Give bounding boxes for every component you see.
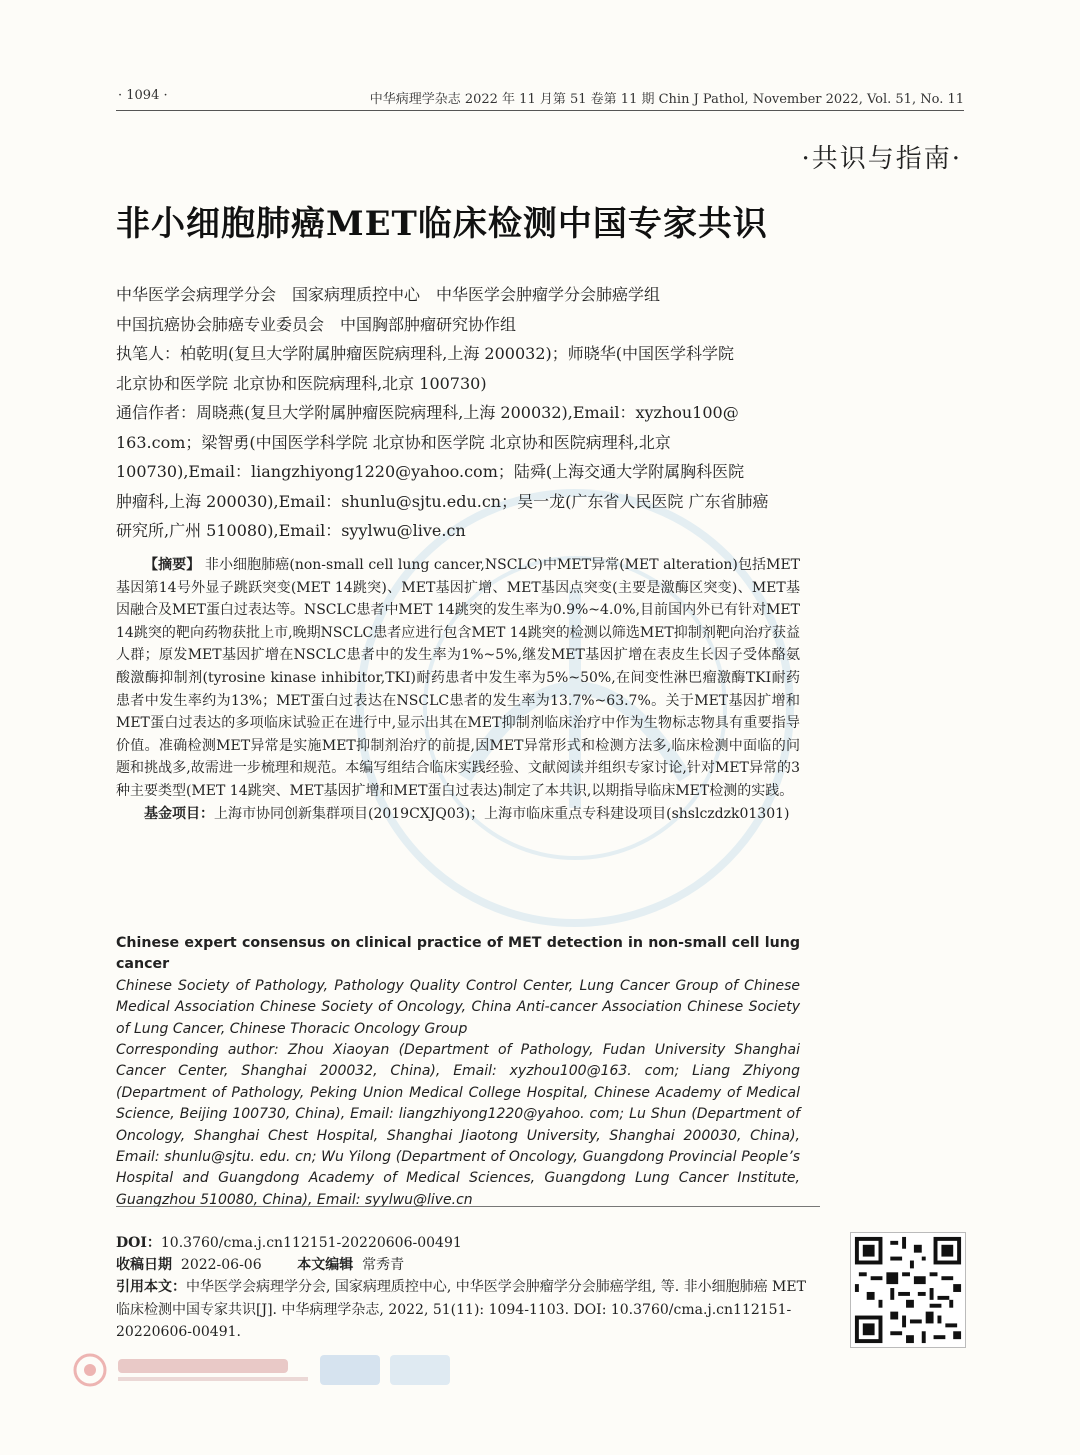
abstract-text: 非小细胞肺癌(non-small cell lung cancer,NSCLC)中MET异常(MET alteration)包括MET基因第14号外显子跳跃突变(MET 14跳突)、MET基因扩增、MET基因点突变(主要是激酶区突变)、MET基因融合及MET蛋白过表达等。NSCLC患者中MET 14跳突的发生率为0.9%~4.0%,目前国内外已有针对MET 14跳突的靶向药物获批上市,晚期NSCLC患者应进行包含MET 14跳突的检测以筛选MET抑制剂靶向治疗获益人群；原发MET基因扩增在NSCLC患者中的发生率为1%~5%,继发MET基因扩增在表皮生长因子受体酪氨酸激酶抑制剂(tyrosine kinase inhibitor,TKI)耐药患者中发生率为5%~50%,在间变性淋巴瘤激酶TKI耐药患者中发生率约为13%；MET蛋白过表达在NSCLC患者的发生率为13.7%~63.7%。关于MET基因扩增和MET蛋白过表达的多项临床试验正在进行中,显示出其在MET抑制剂临床治疗中作为生物标志物具有重要指导价值。准确检测MET异常是实施MET抑制剂治疗的前提,因MET异常形式和检测方法多,临床检测中面临的问题和挑战多,故需进一步梳理和规范。本编写组结合临床实践经验、文献阅读并组织专家讨论,针对MET异常的3种主要类型(MET 14跳突、MET基因扩增和MET蛋白过表达)制定了本共识,以期指导临床MET检测的实践。	[116, 557, 801, 799]
editor-label: 本文编辑	[297, 1257, 354, 1274]
article-footer	[116, 1232, 820, 1343]
editor-name: 常秀青	[362, 1257, 405, 1274]
english-groups: Chinese Society of Pathology, Pathology Quality Control Center, Lung Cancer Group of Chinese Medical Association Chinese Society of Oncology, China Anti-cancer Association Chinese Society of Lung Cancer, Chinese Thoracic Oncology Group	[116, 977, 800, 1037]
abstract-label: 【摘要】	[144, 557, 201, 573]
english-title: Chinese expert consensus on clinical practice of MET detection in non-small cell lung cancer	[116, 935, 800, 973]
footer-divider	[116, 1206, 820, 1207]
received-date: 2022-06-06	[180, 1257, 262, 1274]
author-line: 执笔人：柏乾明(复旦大学附属肿瘤医院病理科,上海 200032)；师晓华(中国医学科学院	[116, 344, 734, 363]
english-abstract	[116, 933, 800, 1211]
fund-text: 上海市协同创新集群项目(2019CXJQ03)；上海市临床重点专科建设项目(shslczdzk01301)	[214, 805, 790, 822]
doi-value[interactable]: 10.3760/cma.j.cn112151-20220606-00491	[160, 1235, 462, 1251]
english-corresponding: Corresponding author: Zhou Xiaoyan (Department of Pathology, Fudan University Shanghai Cancer Center, Shanghai 200032, China), Email: xyzhou100@163. com; Liang Zhiyong (Department of Pathology, Peking Union Medical College Hospital, Chinese Academy of Medical Science, Beijing 100730, China), Email: liangzhiyong1220@yahoo. com; Lu Shun (Department of Oncology, Shanghai Chest Hospital, Shanghai Jiaotong University, Shanghai 200030, China), Email: shunlu@sjtu. edu. cn; Wu Yilong (Department of Oncology, Guangdong Provincial People’s Hospital and Guangdong Academy of Medical Sciences, Guangdong Lung Cancer Institute, Guangzhou 510080, China), Email: syylwu@live.cn	[116, 1042, 800, 1208]
doi-label: DOI：	[116, 1235, 161, 1251]
cite-label: 引用本文：	[116, 1279, 186, 1296]
author-line: 中华医学会病理学分会 国家病理质控中心 中华医学会肿瘤学分会肺癌学组	[116, 285, 661, 304]
journal-header: 中华病理学杂志 2022 年 11 月第 51 卷第 11 期 Chin J Pathol, November 2022, Vol. 51, No. 11	[369, 92, 964, 107]
author-line: 通信作者：周晓燕(复旦大学附属肿瘤医院病理科,上海 200032),Email：xyzhou100@	[116, 403, 739, 422]
author-line: 100730),Email：liangzhiyong1220@yahoo.com；陆舜(上海交通大学附属胸科医院	[116, 462, 745, 481]
column-tag: ·共识与指南·	[801, 144, 962, 174]
received-label: 收稿日期	[116, 1257, 172, 1274]
article-title: 非小细胞肺癌MET临床检测中国专家共识	[116, 204, 768, 244]
cite-text: 中华医学会病理学分会, 国家病理质控中心, 中华医学会肿瘤学分会肺癌学组, 等. 非小细胞肺癌 MET 临床检测中国专家共识[J]. 中华病理学杂志, 2022, 51(11): 1094-1103. DOI: 10.3760/cma.j.cn112151-20220606-00491.	[116, 1279, 806, 1340]
author-line: 中国抗癌协会肺癌专业委员会 中国胸部肿瘤研究协作组	[116, 314, 517, 334]
author-line: 163.com；梁智勇(中国医学科学院 北京协和医学院 北京协和医院病理科,北京	[116, 432, 671, 452]
chinese-abstract	[116, 554, 800, 825]
publisher-logo-icon	[70, 1345, 490, 1395]
author-block	[116, 280, 806, 546]
page-number: · 1094 ·	[118, 88, 168, 103]
qr-code-icon[interactable]	[850, 1232, 966, 1348]
author-line: 研究所,广州 510080),Email：syylwu@live.cn	[116, 521, 466, 540]
header-divider	[116, 110, 964, 111]
fund-label: 基金项目：	[144, 805, 214, 822]
author-line: 肿瘤科,上海 200030),Email：shunlu@sjtu.edu.cn；吴一龙(广东省人民医院 广东省肺癌	[116, 491, 769, 511]
author-line: 北京协和医学院 北京协和医院病理科,北京 100730)	[116, 373, 487, 393]
